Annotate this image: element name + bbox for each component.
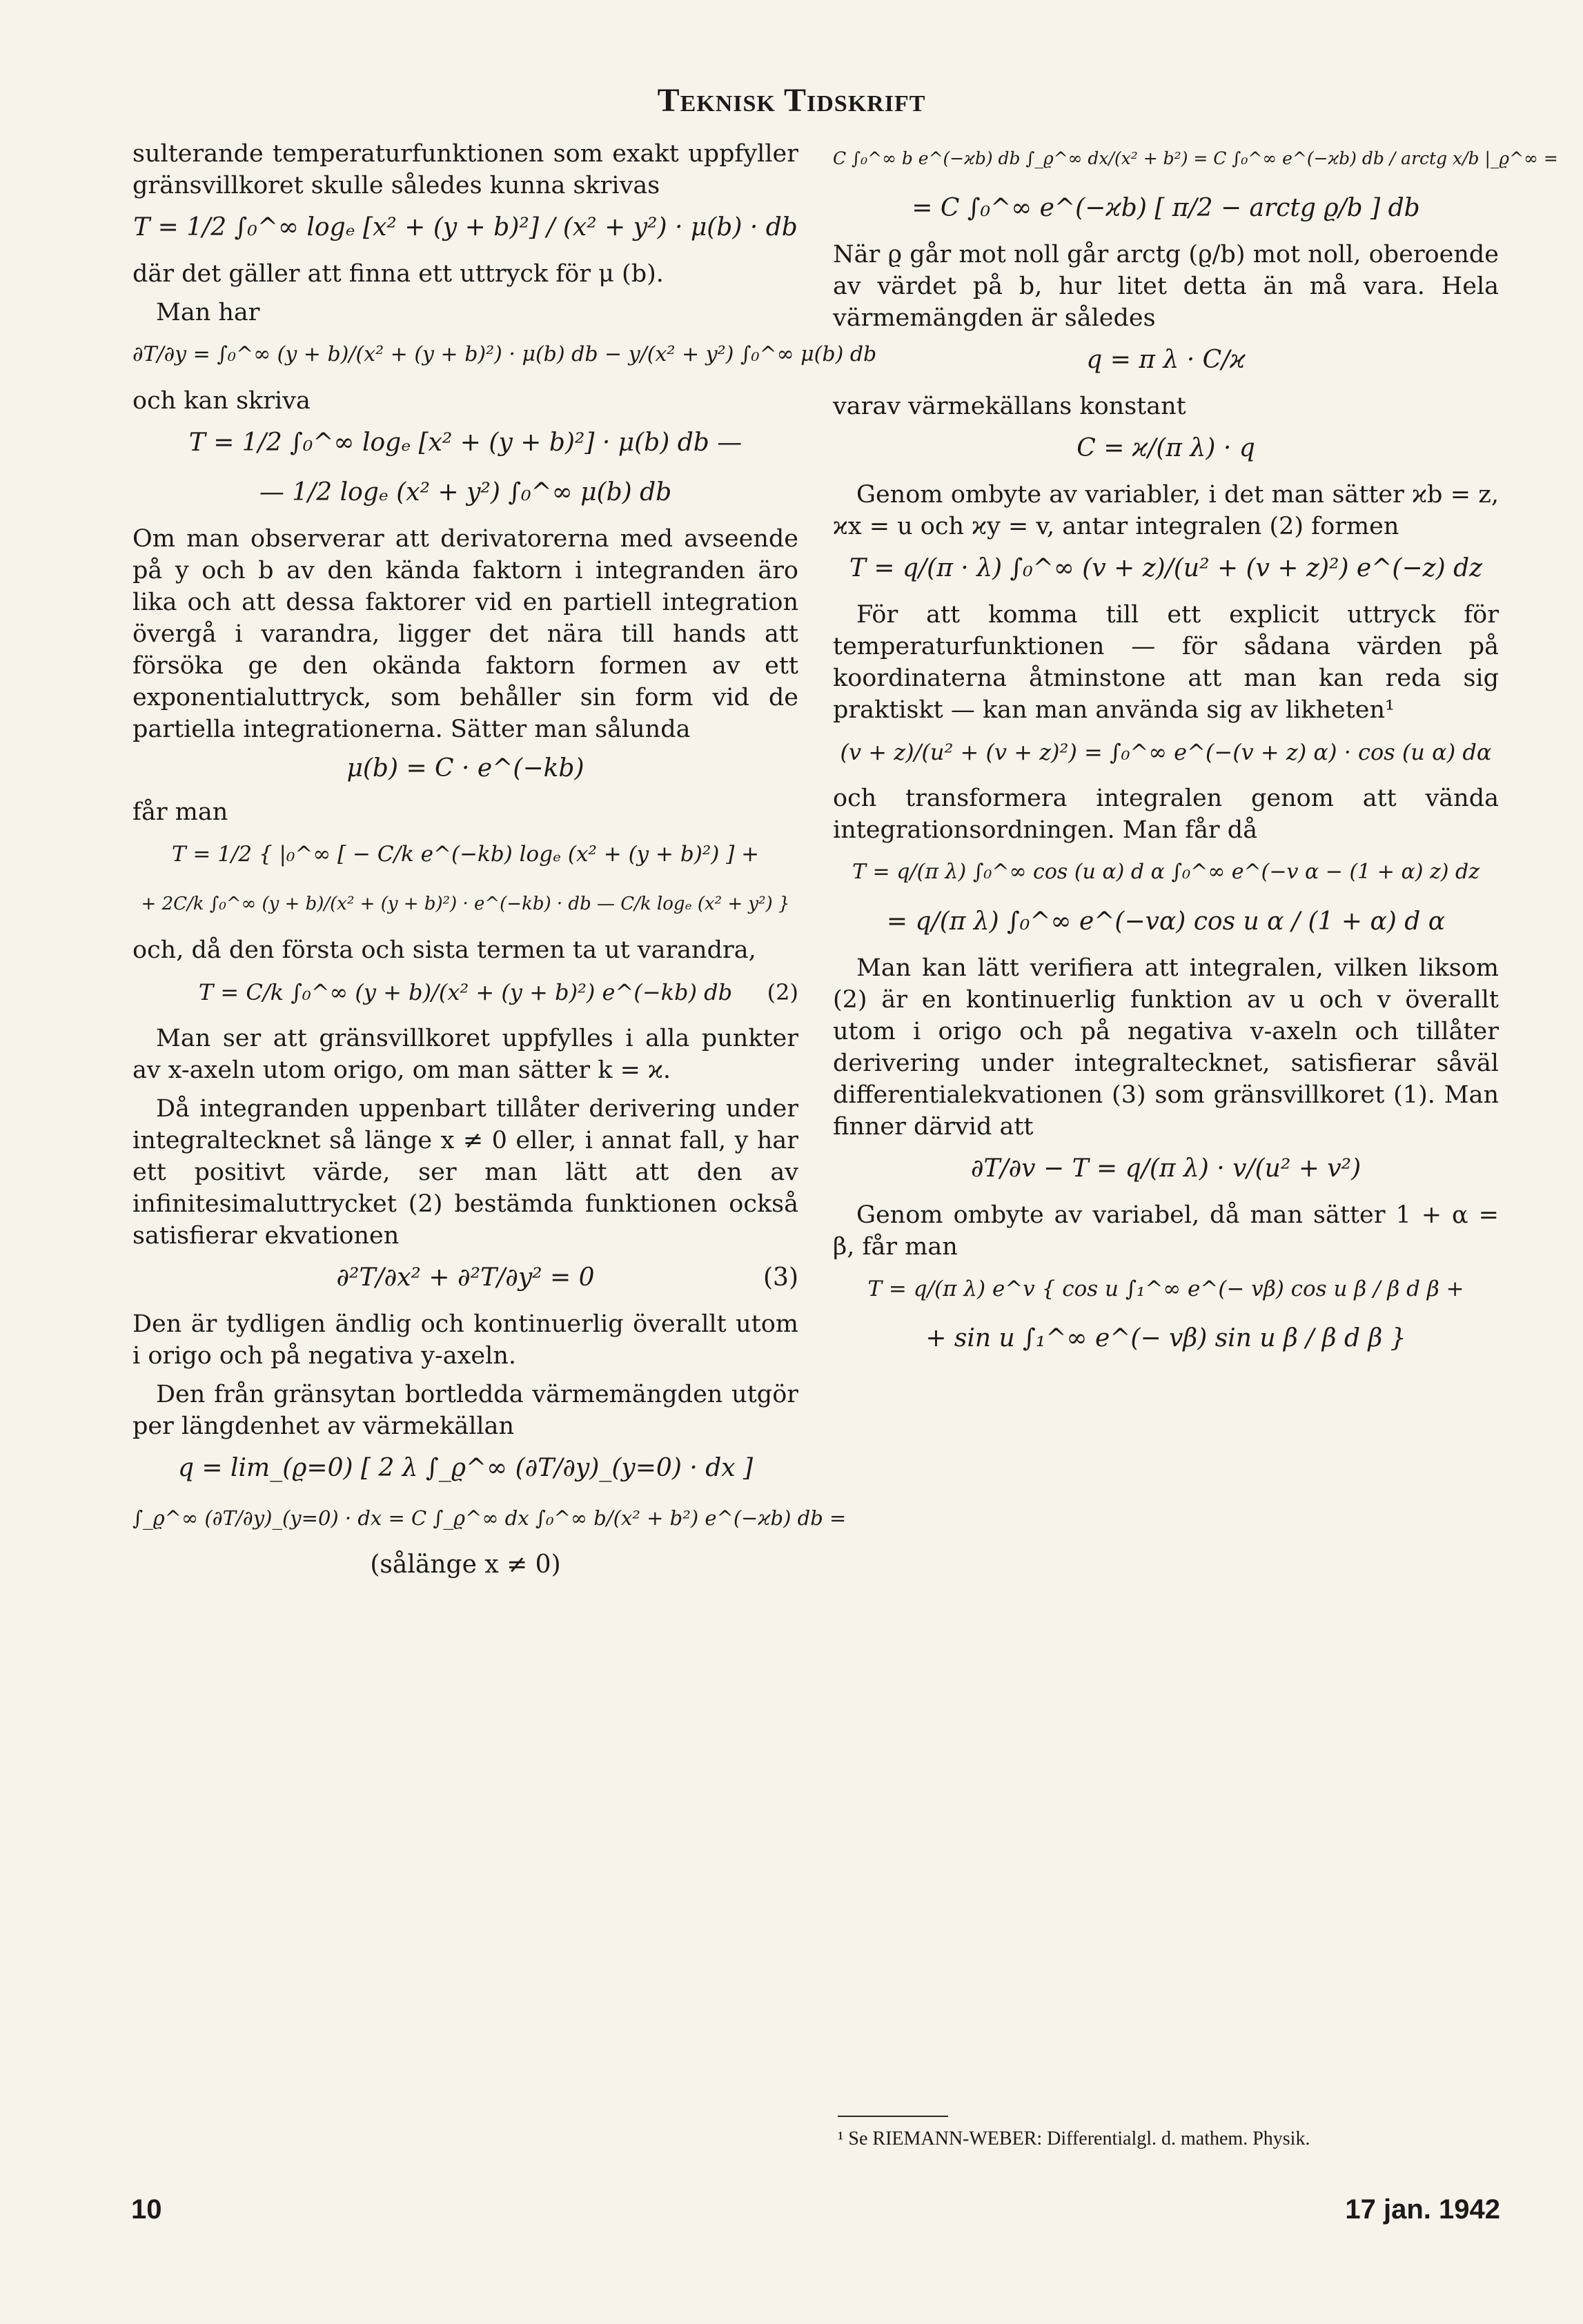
paragraph: Man har: [156, 299, 260, 326]
equation: [132, 973, 798, 1012]
equation: ∂T/∂y = ∫₀^∞ (y + b)/(x² + (y + b)²) · μ(b) db − y/(x² + y²) ∫₀^∞ μ(b) db: [132, 342, 877, 366]
paragraph: och transformera integralen genom att vända integrationsordningen. Man får då: [833, 785, 1499, 844]
equation: C ∫₀^∞ b e^(−ϰb) db ∫_ϱ^∞ dx/(x² + b²) = C ∫₀^∞ e^(−ϰb) db / arctg x/b |_ϱ^∞ =: [833, 148, 1558, 168]
paragraph: Genom ombyte av variabler, i det man sätter ϰb = z, ϰx = u och ϰy = v, antar integralen (2) formen: [833, 481, 1499, 540]
equation: T = q/(π λ) e^v { cos u ∫₁^∞ e^(− vβ) cos u β / β d β +: [867, 1277, 1464, 1301]
equation-number: (2): [767, 979, 798, 1005]
paragraph: Den från gränsytan bortledda värmemängden utgör per längdenhet av värmekällan: [132, 1381, 798, 1440]
paragraph: sulterande temperaturfunktionen som exakt uppfyller gränsvillkoret skulle således kunna skrivas: [132, 140, 798, 199]
left-column: [132, 138, 877, 1593]
right-column: [833, 132, 1558, 1369]
equation: + 2C/k ∫₀^∞ (y + b)/(x² + (y + b)²) · e^(−kb) · db — C/k logₑ (x² + y²) }: [141, 894, 790, 914]
equation: q = lim_(ϱ=0) [ 2 λ ∫_ϱ^∞ (∂T/∂y)_(y=0) · dx ]: [177, 1454, 754, 1482]
equation-body: ∂²T/∂x² + ∂²T/∂y² = 0: [336, 1263, 595, 1292]
equation-number: (3): [763, 1263, 798, 1292]
equation: q = π λ · C/ϰ: [1086, 346, 1246, 374]
equation: ∫_ϱ^∞ (∂T/∂y)_(y=0) · dx = C ∫_ϱ^∞ dx ∫₀^∞ b/(x² + b²) e^(−ϰb) db =: [132, 1506, 847, 1530]
paragraph: Man kan lätt verifiera att integralen, vilken liksom (2) är en kontinuerlig funktion av u och v överallt utom i origo och på negativa v-axeln och tillåter derivering under integraltecknet, satisfierar såväl differentialekvationen (3) som gränsvillkoret (1). Man finner därvid att: [833, 954, 1499, 1141]
footnote-rule: [838, 2116, 948, 2117]
footnote: ¹ Se RIEMANN-WEBER: Differentialgl. d. mathem. Physik.: [838, 2128, 1310, 2149]
running-header: Teknisk Tidskrift: [657, 82, 926, 119]
equation: (v + z)/(u² + (v + z)²) = ∫₀^∞ e^(−(v + z) α) · cos (u α) dα: [840, 739, 1492, 765]
equation: [132, 1259, 798, 1297]
paragraph: Den är tydligen ändlig och kontinuerlig överallt utom i origo och på negativa y-axeln.: [132, 1310, 798, 1370]
equation: T = 1/2 ∫₀^∞ logₑ [x² + (y + b)²] · μ(b) db —: [188, 429, 743, 457]
equation: T = 1/2 { |₀^∞ [ − C/k e^(−kb) logₑ (x² + (y + b)²) ] +: [171, 842, 760, 867]
equation: — 1/2 logₑ (x² + y²) ∫₀^∞ μ(b) db: [259, 478, 672, 506]
paragraph: varav värmekällans konstant: [833, 393, 1186, 420]
paragraph: Då integranden uppenbart tillåter derivering under integraltecknet så länge x ≠ 0 eller, i annat fall, y har ett positivt värde, ser man lätt att den av infinitesimaluttrycket (2) bestämda funktionen också satisfierar ekvationen: [132, 1095, 798, 1250]
page-number: 10: [131, 2194, 162, 2225]
equation: ∂T/∂v − T = q/(π λ) · v/(u² + v²): [970, 1154, 1361, 1183]
equation: = C ∫₀^∞ e^(−ϰb) [ π/2 − arctg ϱ/b ] db: [912, 194, 1420, 222]
equation: C = ϰ/(π λ) · q: [1076, 434, 1255, 462]
equation: = q/(π λ) ∫₀^∞ e^(−vα) cos u α / (1 + α) d α: [886, 907, 1446, 936]
issue-date: 17 jan. 1942: [1345, 2194, 1500, 2225]
paragraph: Man ser att gränsvillkoret uppfylles i alla punkter av x-axeln utom origo, om man sätter k = ϰ.: [132, 1025, 798, 1084]
paragraph: För att komma till ett explicit uttryck för temperaturfunktionen — för sådana värden på koordinaterna åtminstone att man kan reda sig praktiskt — kan man använda sig av likheten¹: [833, 601, 1499, 724]
equation: T = q/(π λ) ∫₀^∞ cos (u α) d α ∫₀^∞ e^(−v α − (1 + α) z) dz: [852, 860, 1479, 884]
paragraph: Genom ombyte av variabel, då man sätter 1 + α = β, får man: [833, 1201, 1499, 1261]
paragraph: och kan skriva: [132, 387, 311, 415]
equation: T = q/(π · λ) ∫₀^∞ (v + z)/(u² + (v + z)²) e^(−z) dz: [849, 554, 1483, 582]
equation-note: (sålänge x ≠ 0): [370, 1550, 561, 1579]
equation: T = 1/2 ∫₀^∞ logₑ [x² + (y + b)²] / (x² + y²) · μ(b) · db: [133, 213, 798, 242]
equation-body: T = C/k ∫₀^∞ (y + b)/(x² + (y + b)²) e^(−kb) db: [198, 979, 733, 1005]
paragraph: När ϱ går mot noll går arctg (ϱ/b) mot noll, oberoende av värdet på b, hur litet detta än må vara. Hela värmemängden är således: [833, 241, 1499, 332]
equation: + sin u ∫₁^∞ e^(− vβ) sin u β / β d β }: [925, 1324, 1406, 1352]
paragraph: Om man observerar att derivatorerna med avseende på y och b av den kända faktorn i integranden äro lika och att dessa faktorer vid en partiell integration övergå i varandra, ligger det nära till hands att försöka ge den okända faktorn formen av ett exponentialuttryck, som behåller sin form vid de partiella integrationerna. Sätter man sålunda: [132, 525, 798, 743]
paragraph: där det gäller att finna ett uttryck för μ (b).: [132, 260, 664, 288]
paragraph: får man: [132, 798, 228, 826]
paragraph: och, då den första och sista termen ta ut varandra,: [132, 936, 756, 964]
equation: μ(b) = C · e^(−kb): [346, 754, 584, 782]
